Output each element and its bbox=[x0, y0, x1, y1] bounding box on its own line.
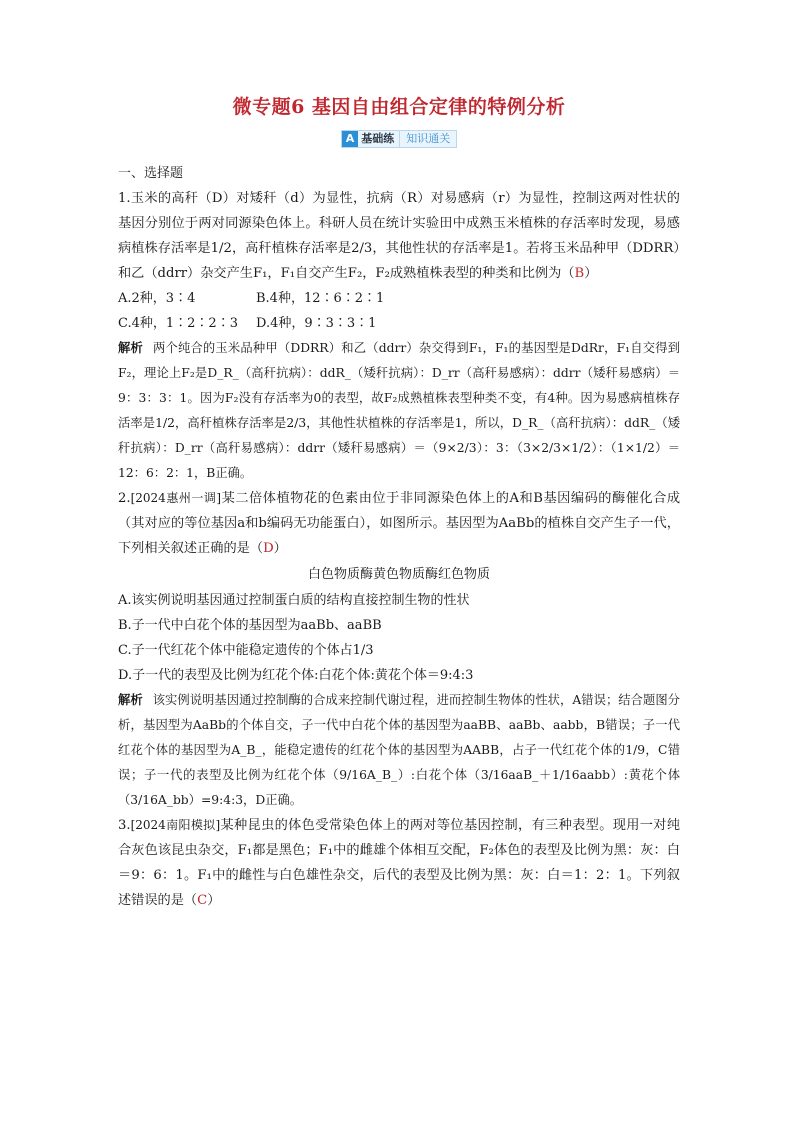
q2-source: [2024惠州一调] bbox=[130, 491, 222, 505]
question-2 bbox=[118, 486, 680, 813]
question-3 bbox=[118, 813, 680, 913]
q2-number: 2. bbox=[118, 491, 131, 506]
q1-option-a: A.2种，3∶4 bbox=[118, 291, 196, 306]
q1-analysis-label: 解析 bbox=[118, 341, 143, 355]
level-badge bbox=[341, 130, 458, 148]
q1-option-b: B.4种，12∶6∶2∶1 bbox=[256, 291, 385, 306]
q2-stem-text: 某二倍体植物花的色素由位于非同源染色体上的A和B基因编码的酶催化合成（其对应的等位基因a和b编码无功能蛋白），如图所示。基因型为AaBb的植株自交产生子一代，下列相关叙述正确的是（ bbox=[118, 491, 681, 556]
q1-options-row-2 bbox=[118, 311, 680, 336]
q2-stem-close: ） bbox=[273, 541, 287, 556]
badge-row bbox=[118, 127, 680, 148]
q3-answer: C bbox=[197, 893, 208, 908]
question-3-stem bbox=[118, 813, 680, 913]
section-heading: 一、选择题 bbox=[118, 166, 184, 181]
q3-stem-text: 某种昆虫的体色受常染色体上的两对等位基因控制，有三种表型。现用一对纯合灰色该昆虫杂交，F₁都是黑色；F₁中的雌雄个体相互交配，F₂体色的表型及比例为黑：灰：白＝9：6：1。F₁中的雌性与白色雄性杂交，后代的表型及比例为黑：灰：白＝1：2：1。下列叙述错误的是（ bbox=[118, 818, 681, 908]
q3-number: 3. bbox=[118, 818, 131, 833]
q2-analysis-label: 解析 bbox=[118, 693, 143, 707]
q1-analysis-text: 两个纯合的玉米品种甲（DDRR）和乙（ddrr）杂交得到F₁，F₁的基因型是DdRr，F₁自交得到F₂，理论上F₂是D_R_（高秆抗病）：ddR_（矮秆抗病）：D_rr（高秆易感病）：ddrr（矮秆易感病）＝9：3：3：1。因为F₂没有存活率为0的表型，故F₂成熟植株表型种类不变，有4种。因为易感病植株存活率是1/2，高秆植株存活率是2/3，其他性状植株的存活率是1，所以，D_R_（高秆抗病）：ddR_（矮秆抗病）：D_rr（高秆易感病）：ddrr（矮秆易感病）＝（9×2/3）：3：（3×2/3×1/2）：（1×1/2）＝12：6：2：1，B正确。 bbox=[118, 341, 680, 480]
q1-option-d: D.4种，9∶3∶3∶1 bbox=[256, 316, 377, 331]
q1-stem-close: ） bbox=[584, 266, 598, 281]
question-1-stem bbox=[118, 186, 680, 286]
q1-options-row-1 bbox=[118, 286, 680, 311]
q2-option-b: B.子一代中白花个体的基因型为aaBb、aaBB bbox=[118, 618, 382, 633]
q2-pathway-diagram: 白色物质酶黄色物质酶红色物质 bbox=[307, 567, 490, 582]
question-1 bbox=[118, 186, 680, 486]
q3-stem-close: ） bbox=[207, 893, 221, 908]
question-2-stem bbox=[118, 486, 680, 561]
q2-analysis-text: 该实例说明基因通过控制酶的合成来控制代谢过程，进而控制生物体的性状，A错误；结合题图分析，基因型为AaBb的个体自交，子一代中白花个体的基因型为aaBB、aaBb、aabb，B错误；子一代红花个体的基因型为A_B_，能稳定遗传的红花个体的基因型为AABB，占子一代红花个体的1/9，C错误；子一代的表型及比例为红花个体（9/16A_B_）:白花个体（3/16aaB_＋1/16aabb）:黄花个体（3/16A_bb）=9:4:3，D正确。 bbox=[118, 693, 680, 807]
q1-analysis bbox=[118, 336, 680, 486]
q2-option-a: A.该实例说明基因通过控制蛋白质的结构直接控制生物的性状 bbox=[118, 593, 470, 608]
badge-letter: A bbox=[342, 131, 359, 147]
page-title: 微专题6 基因自由组合定律的特例分析 bbox=[232, 96, 566, 118]
q2-option-d: D.子一代的表型及比例为红花个体:白花个体:黄花个体＝9:4:3 bbox=[118, 668, 474, 683]
q2-option-c: C.子一代红花个体中能稳定遗传的个体占1/3 bbox=[118, 643, 374, 658]
q1-stem-text: 1.玉米的高秆（D）对矮秆（d）为显性，抗病（R）对易感病（r）为显性，控制这两对性状的基因分别位于两对同源染色体上。科研人员在统计实验田中成熟玉米植株的存活率时发现，易感病植株存活率是1/2，高秆植株存活率是2/3，其他性状的存活率是1。若将玉米品种甲（DDRR）和乙（ddrr）杂交产生F₁，F₁自交产生F₂，F₂成熟植株表型的种类和比例为（ bbox=[118, 191, 680, 281]
q1-answer: B bbox=[574, 266, 585, 281]
badge-main-label: 基础练 bbox=[361, 132, 395, 145]
q3-source: [2024南阳模拟] bbox=[130, 818, 221, 832]
document-page bbox=[118, 92, 680, 913]
q2-answer: D bbox=[263, 541, 274, 556]
q1-option-c: C.4种，1∶2∶2∶3 bbox=[118, 316, 238, 331]
q2-analysis bbox=[118, 688, 680, 813]
badge-sub-label: 知识通关 bbox=[399, 131, 456, 147]
